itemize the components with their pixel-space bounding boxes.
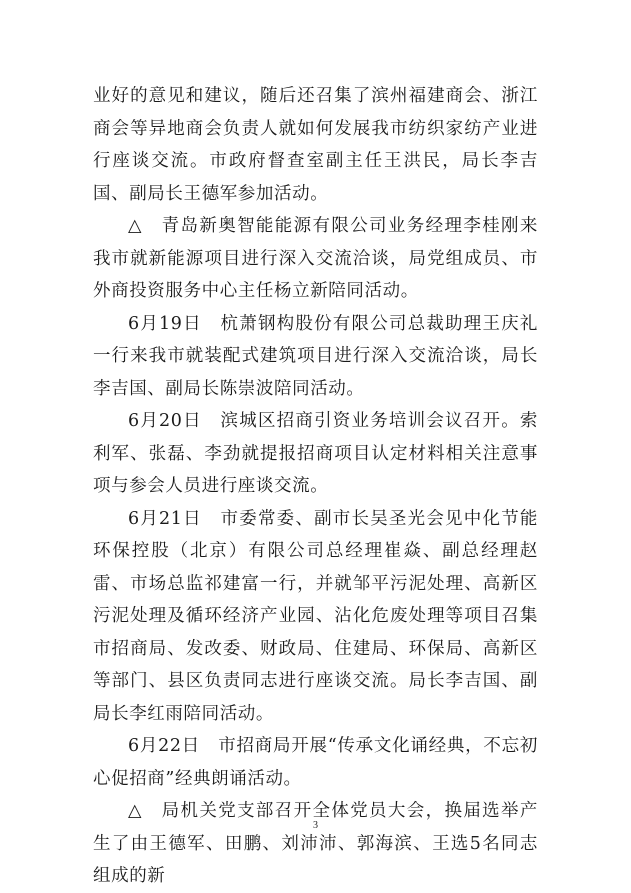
page-number: 3: [313, 820, 318, 831]
paragraph-june-19: 6月19日 杭萧钢构股份有限公司总裁助理王庆礼一行来我市就装配式建筑项目进行深入交流洽谈，局长李吉国、副局长陈崇波陪同活动。: [93, 313, 538, 399]
paragraph-june-22: 6月22日 市招商局开展“传承文化诵经典，不忘初心促招商”经典朗诵活动。: [93, 736, 538, 789]
paragraph-qingdao-xinao: △ 青岛新奥智能能源有限公司业务经理李桂刚来我市就新能源项目进行深入交流洽谈，局党组成员、市外商投资服务中心主任杨立新陪同活动。: [93, 216, 538, 301]
paragraph-june-21: 6月21日 市委常委、副市长吴圣光会见中化节能环保控股（北京）有限公司总经理崔焱、副总经理赵雷、市场总监祁建富一行，并就邹平污泥处理、高新区污泥处理及循环经济产业园、沾化危废处理等项目召集市招商局、发改委、财政局、住建局、环保局、高新区等部门、县区负责同志进行座谈交流。局长李吉国、副局长李红雨陪同活动。: [93, 508, 538, 724]
paragraph-june-20: 6月20日 滨城区招商引资业务培训会议召开。索利军、张磊、李劲就提报招商项目认定材料相关注意事项与参会人员进行座谈交流。: [93, 411, 538, 496]
paragraph-party-branch: △ 局机关党支部召开全体党员大会，换届选举产生了由王德军、田鹏、刘沛沛、郭海滨、王选5名同志组成的新: [93, 801, 538, 886]
paragraph-continued: 业好的意见和建议，随后还召集了滨州福建商会、浙江商会等异地商会负责人就如何发展我市纺织家纺产业进行座谈交流。市政府督查室副主任王洪民，局长李吉国、副局长王德军参加活动。: [93, 86, 538, 204]
document-body: [93, 80, 538, 893]
